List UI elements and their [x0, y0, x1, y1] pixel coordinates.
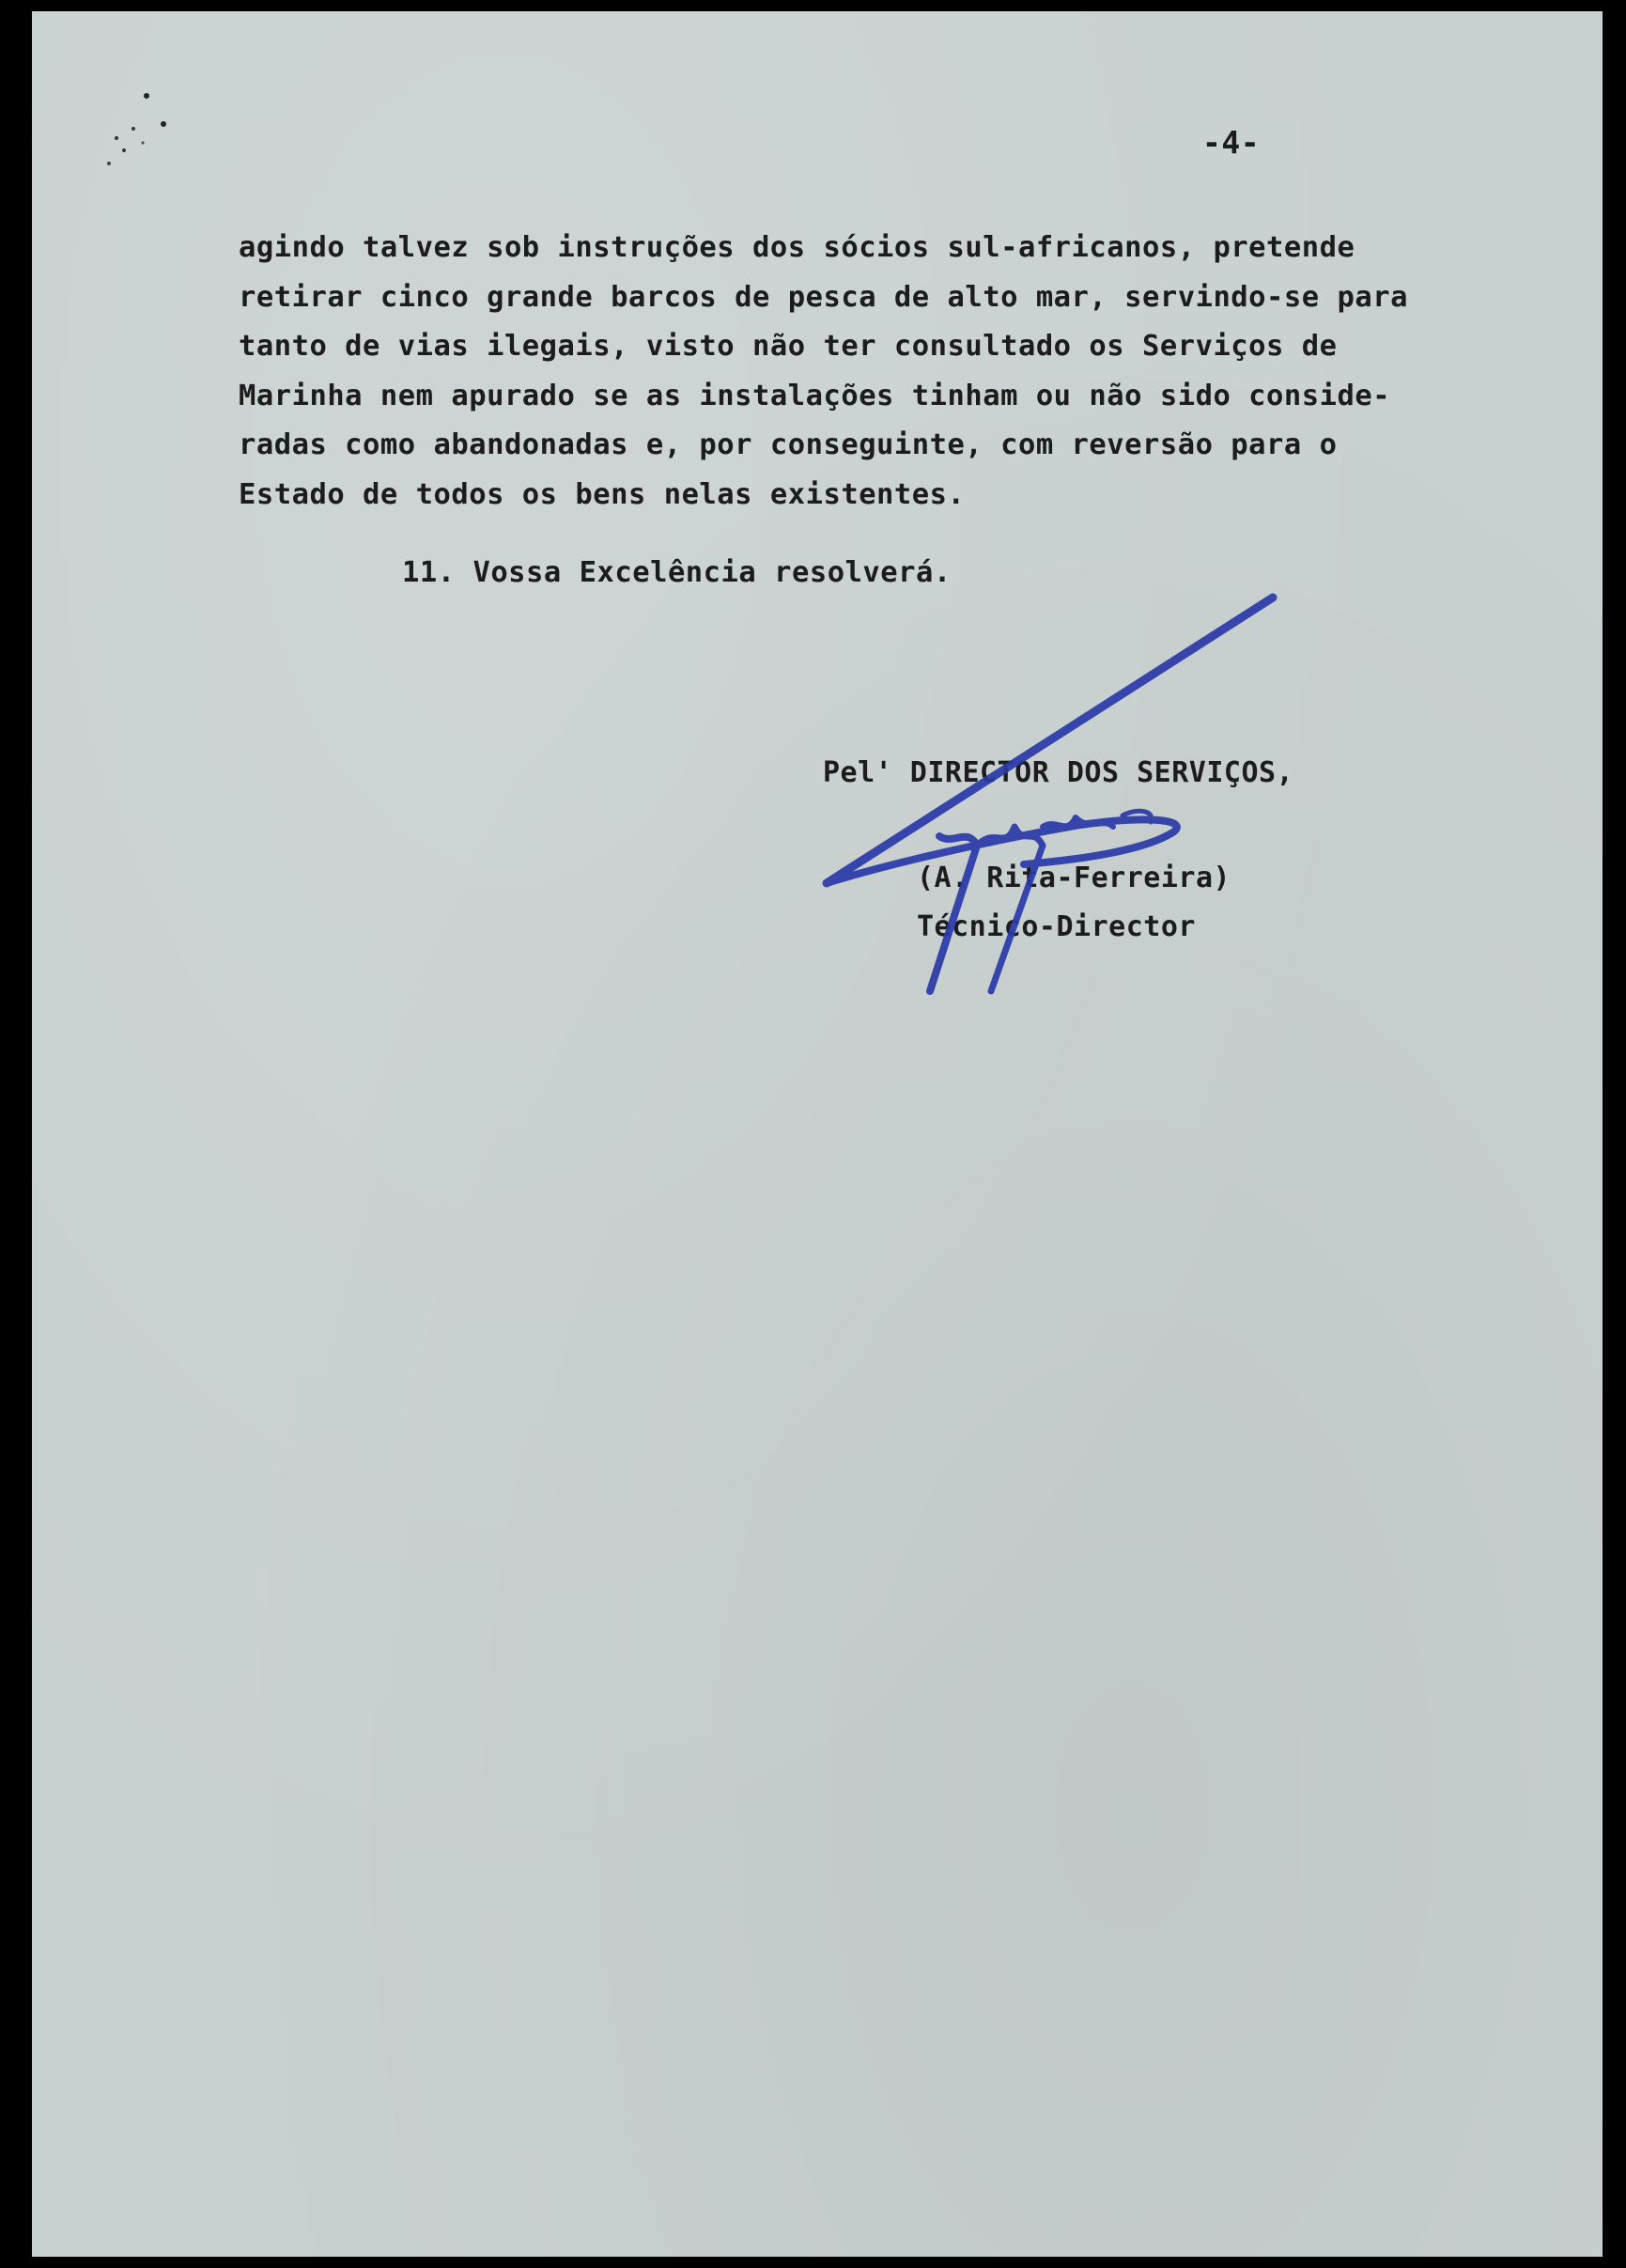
signatory-name: (A. Rita-Ferreira) — [917, 862, 1231, 894]
body-line: agindo talvez sob instruções dos sócios sul-africanos, pretende — [239, 231, 1355, 264]
page-number: -4- — [1202, 124, 1261, 161]
body-line: retirar cinco grande barcos de pesca de alto mar, servindo-se para — [239, 280, 1408, 314]
signature-block — [823, 749, 1293, 952]
closing-statement: 11. Vossa Excelência resolverá. — [402, 556, 952, 589]
body-paragraph — [239, 224, 1535, 520]
paper-specks — [88, 86, 182, 209]
signatory-heading: Pel' DIRECTOR DOS SERVIÇOS, — [823, 756, 1294, 789]
body-line: Marinha nem apurado se as instalações tinham ou não sido conside- — [239, 379, 1391, 412]
body-line: Estado de todos os bens nelas existentes. — [239, 477, 966, 511]
body-line: tanto de vias ilegais, visto não ter consultado os Serviços de — [239, 330, 1338, 363]
body-line: radas como abandonadas e, por conseguinte, com reversão para o — [239, 428, 1338, 461]
signatory-title: Técnico-Director — [917, 910, 1196, 943]
